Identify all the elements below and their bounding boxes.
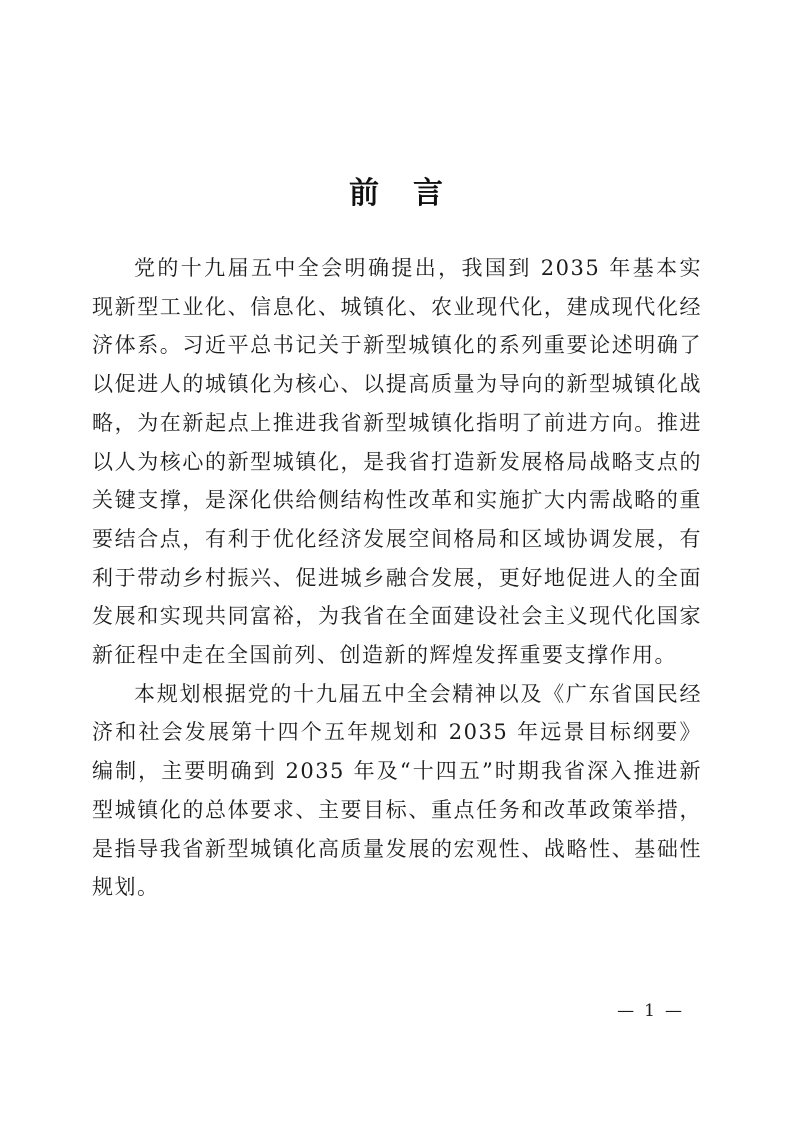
footer-dash-right: —: [665, 1001, 682, 1021]
document-body: [92, 249, 702, 907]
paragraph-2: 本规划根据党的十九届五中全会精神以及《广东省国民经济和社会发展第十四个五年规划和 2035 年远景目标纲要》编制，主要明确到 2035 年及“十四五”时期我省深入推进新型城镇化的总体要求、主要目标、重点任务和改革政策举措，是指导我省新型城镇化高质量发展的宏观性、战略性、基础性规划。: [92, 681, 702, 900]
page-title: 前 言: [349, 176, 445, 211]
page-footer: [617, 999, 682, 1023]
footer-dash-left: —: [617, 1001, 635, 1021]
page-number: 1: [644, 1001, 655, 1021]
paragraph-1: 党的十九届五中全会明确提出，我国到 2035 年基本实现新型工业化、信息化、城镇化、农业现代化，建成现代化经济体系。习近平总书记关于新型城镇化的系列重要论述明确了以促进人的城镇化为核心、以提高质量为导向的新型城镇化战略，为在新起点上推进我省新型城镇化指明了前进方向。推进以人为核心的新型城镇化，是我省打造新发展格局战略支点的关键支撑，是深化供给侧结构性改革和实施扩大内需战略的重要结合点，有利于优化经济发展空间格局和区域协调发展，有利于带动乡村振兴、促进城乡融合发展，更好地促进人的全面发展和实现共同富裕，为我省在全面建设社会主义现代化国家新征程中走在全国前列、创造新的辉煌发挥重要支撑作用。: [92, 256, 702, 668]
